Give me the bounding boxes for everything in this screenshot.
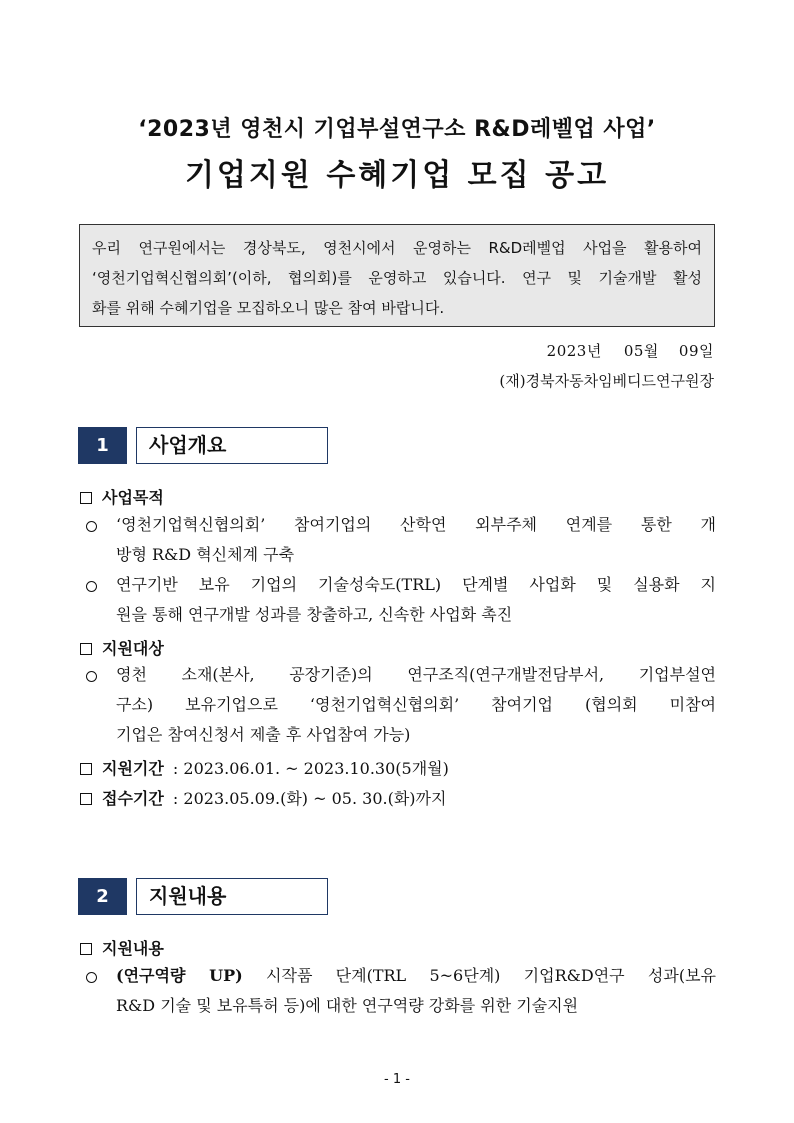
- circle-bullet-icon: [86, 581, 97, 592]
- content-item-1-bold: (연구역량 UP): [116, 966, 243, 985]
- intro-box: [79, 224, 715, 327]
- purpose-item-2-line-1: 연구기반 보유 기업의 기술성숙도(TRL) 단계별 사업화 및 실용화 지: [116, 575, 716, 594]
- checkbox-square-icon: [80, 643, 92, 655]
- support-period-value: : 2023.06.01. ~ 2023.10.30(5개월): [172, 759, 449, 778]
- notice-date: [533, 340, 714, 361]
- purpose-item-1-line-1: ‘영천기업혁신협의회’ 참여기업의 산학연 외부주체 연계를 통한 개: [116, 515, 716, 534]
- circle-bullet-icon: [86, 521, 97, 532]
- purpose-item-1-line-2: 방형 R&D 혁신체계 구축: [116, 545, 295, 564]
- content-item-1-line-2: R&D 기술 및 보유특허 등)에 대한 연구역량 강화를 위한 기술지원: [116, 996, 579, 1015]
- content-item-1-line-1: [116, 961, 716, 991]
- page-number: - 1 -: [384, 1072, 410, 1087]
- checkbox-square-icon: [80, 943, 92, 955]
- target-item-1-line-3: 기업은 참여신청서 제출 후 사업참여 가능): [116, 725, 411, 744]
- checkbox-square-icon: [80, 763, 92, 775]
- content-heading: 지원내용: [80, 936, 164, 959]
- content-item-1-rest: 시작품 단계(TRL 5~6단계) 기업R&D연구 성과(보유: [242, 966, 716, 985]
- title-line-2: 기업지원 수혜기업 모집 공고: [184, 158, 610, 193]
- notice-day: 09일: [678, 342, 714, 360]
- target-item-1-line-1: 영천 소재(본사, 공장기준)의 연구조직(연구개발전담부서, 기업부설연: [116, 665, 716, 684]
- purpose-heading: 사업목적: [80, 485, 164, 508]
- receipt-period-label: 접수기간: [102, 789, 164, 808]
- checkbox-square-icon: [80, 793, 92, 805]
- notice-year: 2023년: [546, 342, 602, 360]
- section-1-number: 1: [78, 427, 127, 464]
- checkbox-square-icon: [80, 492, 92, 504]
- target-item-1-line-2: 구소) 보유기업으로 ‘영천기업혁신협의회’ 참여기업 (협의회 미참여: [116, 695, 716, 714]
- receipt-period: [80, 786, 446, 809]
- intro-line-2: ‘영천기업혁신협의회’(이하, 협의회)를 운영하고 있습니다. 연구 및 기술개발 활성: [92, 269, 702, 287]
- receipt-period-value: : 2023.05.09.(화) ~ 05. 30.(화)까지: [172, 789, 447, 808]
- support-period: [80, 756, 449, 779]
- section-1-title: 사업개요: [136, 427, 328, 464]
- circle-bullet-icon: [86, 972, 97, 983]
- purpose-item-2-line-2: 원을 통해 연구개발 성과를 창출하고, 신속한 사업화 촉진: [116, 605, 513, 624]
- intro-line-3: 화를 위해 수혜기업을 모집하오니 많은 참여 바랍니다.: [92, 299, 445, 317]
- section-2-title: 지원내용: [136, 878, 328, 915]
- target-heading: 지원대상: [80, 636, 164, 659]
- notice-month: 05월: [623, 342, 659, 360]
- support-period-label: 지원기간: [102, 759, 164, 778]
- notice-organization: (재)경북자동차임베디드연구원장: [499, 372, 714, 390]
- intro-line-1: 우리 연구원에서는 경상북도, 영천시에서 운영하는 R&D레벨업 사업을 활용하여: [92, 239, 702, 257]
- circle-bullet-icon: [86, 671, 97, 682]
- section-2-number: 2: [78, 878, 127, 915]
- title-line-1: ‘2023년 영천시 기업부설연구소 R&D레벨업 사업’: [138, 117, 656, 142]
